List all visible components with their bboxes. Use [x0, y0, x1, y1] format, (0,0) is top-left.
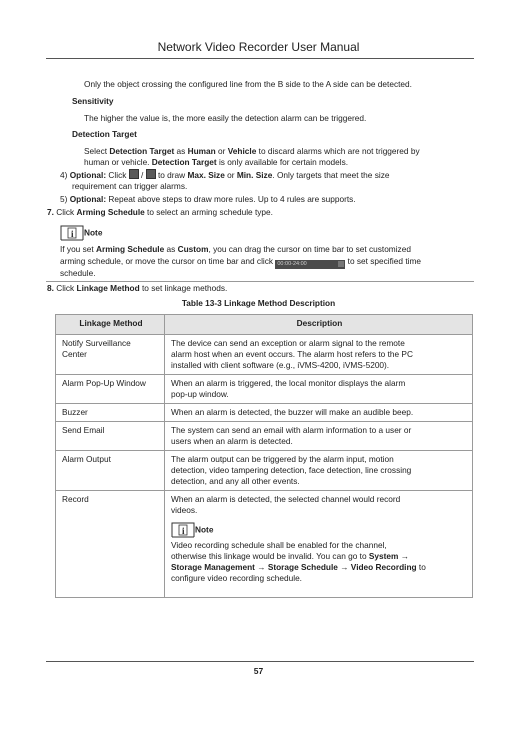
bold-run: Arming Schedule — [76, 207, 145, 217]
detection-target-line-1 — [84, 146, 420, 157]
cell-line: detection, video tampering detection, face detection, line crossing — [171, 465, 412, 475]
cell-line: When an alarm is detected, the selected channel would record — [171, 494, 401, 504]
text-run: to — [416, 562, 426, 572]
bold-run: Storage Management → Storage Schedule → Video Recording — [171, 562, 417, 572]
bold-run: Vehicle — [227, 146, 257, 156]
text-run: , you can drag the cursor on time bar to set customized — [208, 244, 411, 254]
detection-target-line-2 — [84, 157, 348, 168]
cell-line: Alarm Pop-Up Window — [62, 378, 146, 388]
description-cell — [165, 451, 473, 491]
text-run: human or vehicle. — [84, 157, 152, 167]
note-divider — [46, 281, 474, 282]
table-row — [56, 451, 473, 491]
cell-line — [171, 551, 468, 562]
text-run: / — [138, 170, 146, 180]
column-header-method: Linkage Method — [56, 315, 165, 335]
note-label: Note — [195, 524, 214, 535]
text-run: Select — [84, 146, 110, 156]
text-run: Repeat above steps to draw more rules. Up to 4 rules are supports. — [106, 194, 356, 204]
bold-run: Custom — [177, 244, 209, 254]
bold-run: Arming Schedule — [95, 244, 165, 254]
step-5 — [60, 194, 356, 205]
cell-line: Record — [62, 494, 89, 504]
note-line-3: schedule. — [60, 268, 96, 278]
text-run: otherwise this linkage would be invalid. You can go to — [171, 551, 369, 561]
cell-line: videos. — [171, 505, 198, 515]
method-cell — [56, 422, 165, 451]
text-run: is only available for certain models. — [216, 157, 349, 167]
draw-max-size-icon[interactable] — [129, 169, 139, 179]
bold-run: Min. Size — [236, 170, 273, 180]
page-number: 57 — [253, 666, 264, 676]
note-icon — [60, 225, 84, 241]
step-number: 5) — [60, 194, 68, 204]
text-run: or — [215, 146, 228, 156]
sensitivity-title: Sensitivity — [72, 96, 114, 106]
time-bar-icon[interactable] — [275, 260, 345, 269]
table-caption: Table 13-3 Linkage Method Description — [181, 298, 336, 308]
column-header-description: Description — [165, 315, 473, 335]
note-label: Note — [84, 227, 103, 238]
table-header-row — [56, 315, 473, 335]
line-crossing-text: Only the object crossing the configured line from the B side to the A side can be detected. — [84, 79, 412, 89]
cell-line: pop-up window. — [171, 389, 229, 399]
cell-line: Notify Surveillance — [62, 338, 131, 348]
cell-line: The alarm output can be triggered by the alarm input, motion — [171, 454, 394, 464]
cell-line: installed with client software (e.g., iVMS-4200, iVMS-5200). — [171, 360, 390, 370]
table-row — [56, 335, 473, 375]
cell-line — [171, 562, 468, 573]
bold-run: Linkage Method — [76, 283, 140, 293]
table-row — [56, 375, 473, 404]
text-run: to discard alarms which are not triggered by — [256, 146, 420, 156]
description-cell — [165, 404, 473, 422]
text-run: arming schedule, or move the cursor on time bar and click — [60, 256, 276, 266]
cell-line: Center — [62, 349, 87, 359]
step-4-line-1 — [60, 169, 389, 181]
note-line-2 — [60, 256, 421, 269]
optional-label: Optional: — [69, 170, 107, 180]
description-cell — [165, 491, 473, 598]
note-line-1 — [60, 244, 411, 255]
draw-min-size-icon[interactable] — [146, 169, 156, 179]
page-header-title: Network Video Recorder User Manual — [157, 40, 360, 54]
bold-run: Detection Target — [151, 157, 217, 167]
method-cell — [56, 335, 165, 375]
bold-run: Detection Target — [109, 146, 175, 156]
text-run: or — [224, 170, 237, 180]
method-cell — [56, 375, 165, 404]
time-bar-handle — [338, 261, 344, 267]
text-run: Click — [106, 170, 129, 180]
description-cell — [165, 335, 473, 375]
text-run: Click — [53, 207, 77, 217]
step-number: 8. — [47, 283, 54, 293]
note-icon — [171, 522, 195, 538]
cell-line: Alarm Output — [62, 454, 111, 464]
table-row — [56, 404, 473, 422]
text-run: . Only targets that meet the size — [272, 170, 390, 180]
optional-label: Optional: — [69, 194, 107, 204]
text-run: to set linkage methods. — [139, 283, 228, 293]
detection-target-title: Detection Target — [72, 129, 137, 139]
bold-run: Human — [187, 146, 216, 156]
step-4-line-2: requirement can trigger alarms. — [72, 181, 188, 191]
cell-line: The system can send an email with alarm information to a user or — [171, 425, 412, 435]
step-number: 7. — [47, 207, 54, 217]
svg-text:i: i — [71, 228, 74, 239]
cell-line: Video recording schedule shall be enabled for the channel, — [171, 540, 387, 550]
svg-text:i: i — [182, 526, 185, 536]
bold-run: Max. Size — [187, 170, 225, 180]
table-row — [56, 422, 473, 451]
step-7 — [47, 207, 273, 218]
cell-line: The device can send an exception or alarm signal to the remote — [171, 338, 405, 348]
cell-line: When an alarm is triggered, the local monitor displays the alarm — [171, 378, 406, 388]
bold-run: System → — [368, 551, 409, 561]
text-run: to draw — [155, 170, 188, 180]
time-bar-label: 00:00-24:00 — [277, 261, 307, 267]
cell-line: Buzzer — [62, 407, 88, 417]
text-run: as — [164, 244, 178, 254]
text-run: to select an arming schedule type. — [144, 207, 273, 217]
text-run: If you set — [60, 244, 96, 254]
method-cell — [56, 451, 165, 491]
sensitivity-text: The higher the value is, the more easily the detection alarm can be triggered. — [84, 113, 367, 123]
footer-divider — [46, 661, 474, 662]
linkage-method-table — [55, 314, 473, 598]
table-row — [56, 491, 473, 598]
method-cell — [56, 404, 165, 422]
text-run: as — [174, 146, 188, 156]
cell-line: alarm host when an event occurs. The alarm host refers to the PC — [171, 349, 413, 359]
step-8 — [47, 283, 227, 294]
cell-line: When an alarm is detected, the buzzer will make an audible beep. — [171, 407, 414, 417]
cell-line: configure video recording schedule. — [171, 573, 302, 583]
step-number: 4) — [60, 170, 68, 180]
record-note-heading — [171, 522, 468, 540]
text-run: to set specified time — [345, 256, 421, 266]
cell-line: users when an alarm is detected. — [171, 436, 293, 446]
cell-line: detection, and any all other events. — [171, 476, 300, 486]
method-cell — [56, 491, 165, 598]
description-cell — [165, 422, 473, 451]
description-cell — [165, 375, 473, 404]
note-heading — [60, 224, 102, 242]
text-run: Click — [53, 283, 77, 293]
cell-line: Send Email — [62, 425, 105, 435]
header-divider — [46, 58, 474, 59]
